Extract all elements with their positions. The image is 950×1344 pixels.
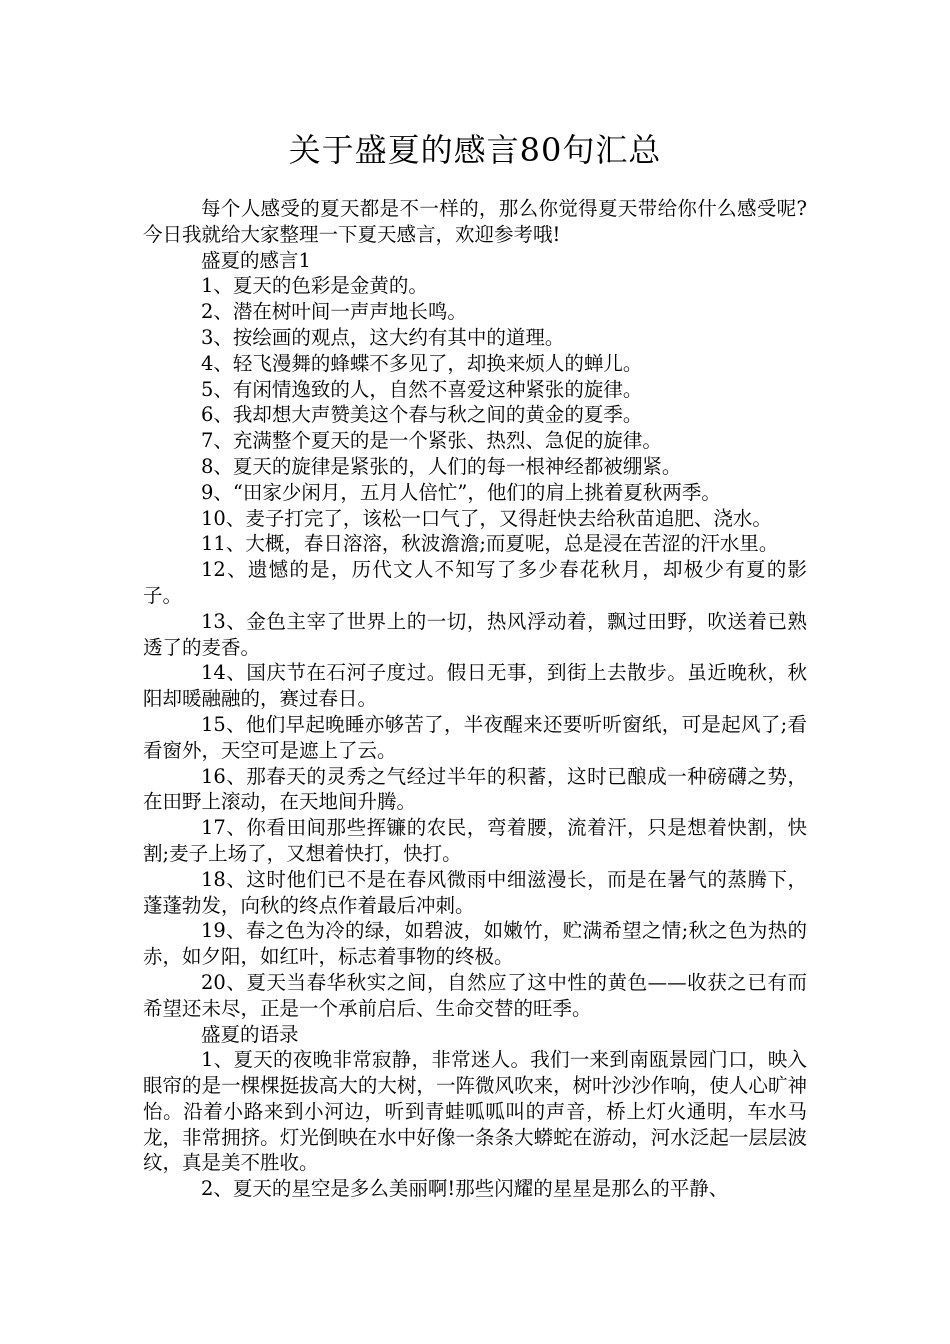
list-item: 20、夏天当春华秋实之间，自然应了这中性的黄色——收获之已有而希望还未尽，正是一个承前启后、生命交替的旺季。: [143, 970, 807, 1020]
list-item: 3、按绘画的观点，这大约有其中的道理。: [201, 325, 565, 349]
list-item: 13、金色主宰了世界上的一切，热风浮动着，飘过田野，吹送着已熟透了的麦香。: [143, 609, 807, 659]
list-item: 18、这时他们已不是在春风微雨中细滋漫长，而是在暑气的蒸腾下，蓬蓬勃发，向秋的终点作着最后冲刺。: [143, 867, 807, 917]
list-item: 19、春之色为冷的绿，如碧波，如嫩竹，贮满希望之情;秋之色为热的赤，如夕阳，如红叶，标志着事物的终极。: [143, 919, 807, 969]
list-item: 8、夏天的旋律是紧张的，人们的每一根神经都被绷紧。: [201, 454, 682, 478]
list-item: 15、他们早起晚睡亦够苦了，半夜醒来还要听听窗纸，可是起风了;看看窗外，天空可是遮上了云。: [143, 712, 807, 762]
list-item: 16、那春天的灵秀之气经过半年的积蓄，这时已酿成一种磅礴之势，在田野上滚动，在天地间升腾。: [143, 764, 807, 814]
intro-paragraph: 每个人感受的夏天都是不一样的，那么你觉得夏天带给你什么感受呢?今日我就给大家整理一下夏天感言，欢迎参考哦!: [143, 197, 807, 246]
list-item: 9、“田家少闲月，五月人倍忙”，他们的肩上挑着夏秋两季。: [201, 480, 721, 504]
list-item: 4、轻飞漫舞的蜂蝶不多见了，却换来烦人的蝉儿。: [201, 351, 643, 375]
list-item: 10、麦子打完了，该松一口气了，又得赶快去给秋苗追肥、浇水。: [201, 506, 772, 530]
document-body: [143, 196, 807, 1202]
list-item: 17、你看田间那些挥镰的农民，弯着腰，流着汗，只是想着快割，快割;麦子上场了，又想着快打，快打。: [143, 816, 807, 865]
list-item: 1、夏天的夜晚非常寂静，非常迷人。我们一来到南瓯景园门口，映入眼帘的是一棵棵挺拔高大的大树，一阵微风吹来，树叶沙沙作响，使人心旷神怡。沿着小路来到小河边，听到青蛙呱呱叫的声音，桥上灯火通明，车水马龙，非常拥挤。灯光倒映在水中好像一条条大蟒蛇在游动，河水泛起一层层波纹，真是美不胜收。: [143, 1048, 807, 1175]
list-item: 2、夏天的星空是多么美丽啊!那些闪耀的星星是那么的平静、: [201, 1177, 729, 1201]
list-item: 6、我却想大声赞美这个春与秋之间的黄金的夏季。: [201, 403, 643, 427]
document-title: 关于盛夏的感言80句汇总: [288, 131, 662, 169]
list-item: 1、夏天的色彩是金黄的。: [201, 274, 428, 298]
list-item: 14、国庆节在石河子度过。假日无事，到街上去散步。虽近晚秋，秋阳却暖融融的，赛过春日。: [143, 661, 807, 711]
list-item: 7、充满整个夏天的是一个紧张、热烈、急促的旋律。: [201, 429, 662, 453]
list-item: 11、大概，春日溶溶，秋波澹澹;而夏呢，总是浸在苦涩的汗水里。: [201, 532, 779, 556]
list-item: 2、潜在树叶间一声声地长鸣。: [201, 300, 467, 324]
section-heading: 盛夏的语录: [201, 1022, 299, 1046]
list-item: 5、有闲情逸致的人，自然不喜爱这种紧张的旋律。: [201, 377, 643, 401]
section-heading: 盛夏的感言1: [201, 248, 311, 272]
list-item: 12、遗憾的是，历代文人不知写了多少春花秋月，却极少有夏的影子。: [143, 558, 807, 607]
